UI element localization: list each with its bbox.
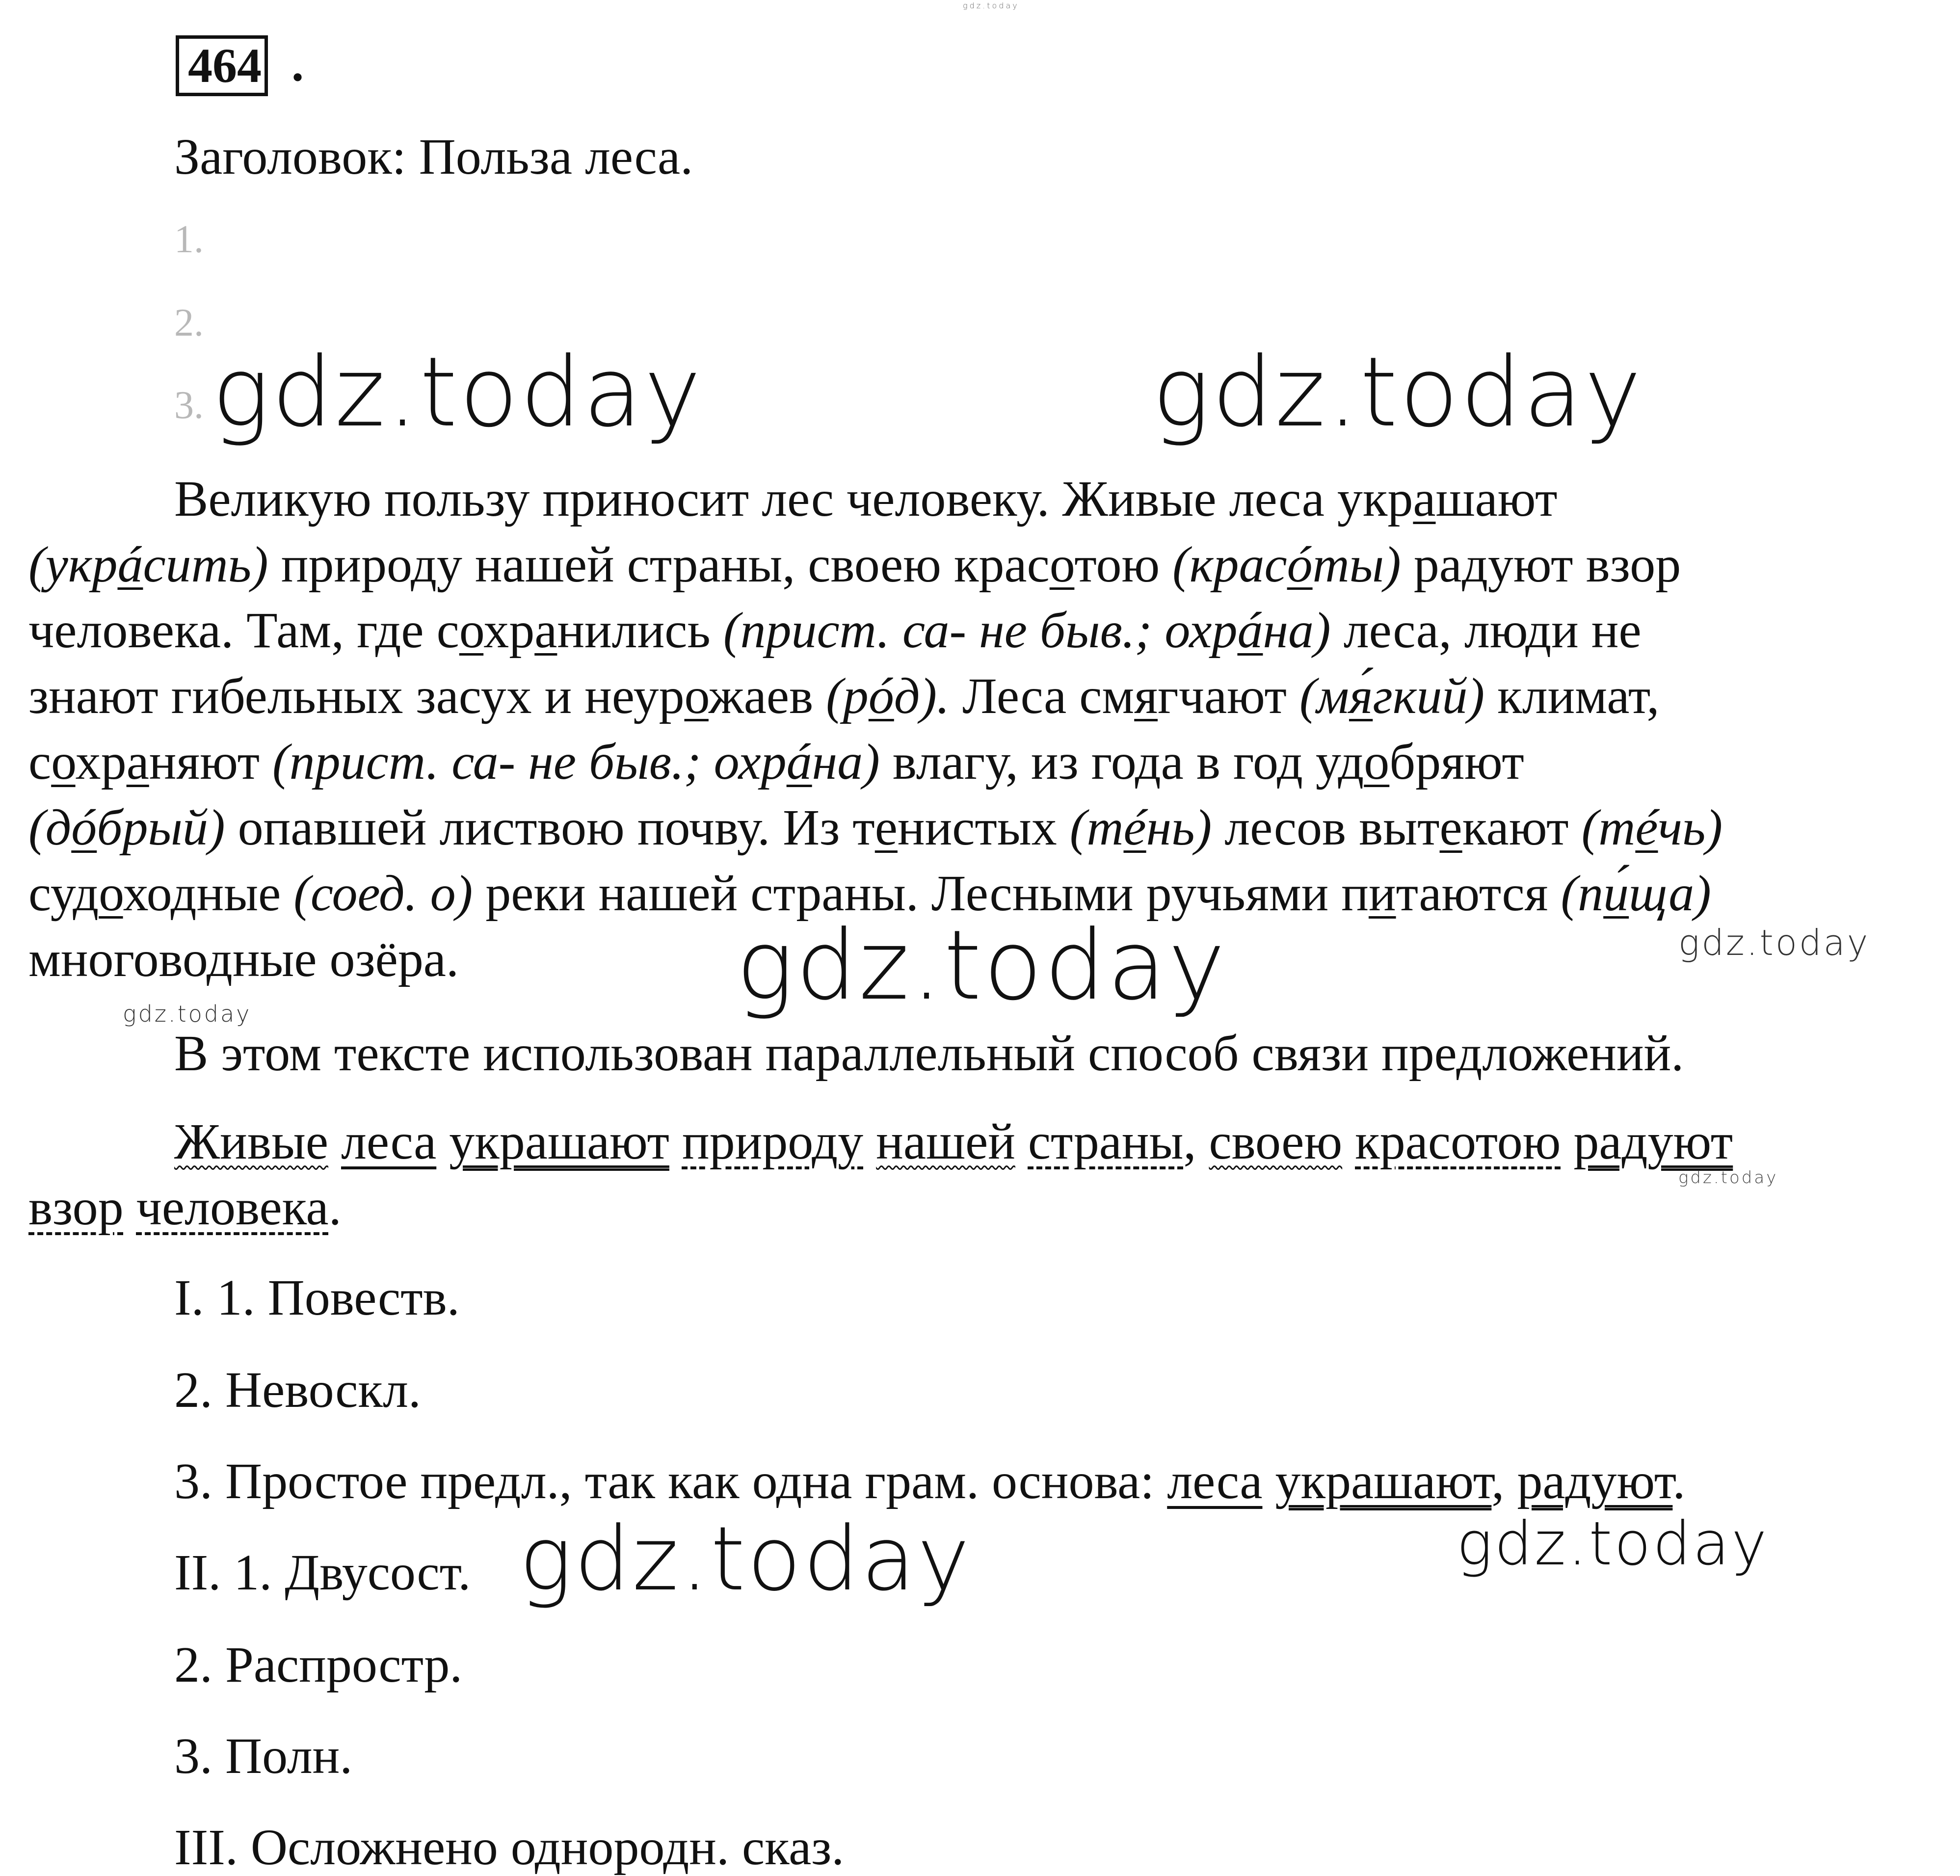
analysis-line-5: 2. Распростр. — [174, 1637, 463, 1693]
watermark-big: gdz.today — [1152, 337, 1643, 449]
exercise-number: 464 — [176, 35, 268, 96]
parsed-sentence-line-1: Живые леса украшают природу нашей страны, своею красотою радуют — [174, 1113, 1733, 1170]
word-predicate: украшают — [449, 1113, 669, 1170]
analysis-line-3: 3. Простое предл., так как одна грам. основа: леса украшают, радуют. — [174, 1453, 1686, 1509]
watermark-big: gdz.today — [212, 337, 703, 449]
text-line-6: (дóбрый) опавшей листвою почву. Из тенистых (тéнь) лесов вытекают (тéчь) — [28, 799, 1723, 856]
grammar-predicate: радуют — [1517, 1453, 1673, 1509]
text-line-2: (укрáсить) природу нашей страны, своею красотою (красóты) радуют взор — [28, 536, 1681, 593]
word-attribute: нашей — [876, 1113, 1015, 1170]
word-object: природу — [682, 1113, 864, 1170]
title-line: Заголовок: Польза леса. — [174, 129, 693, 185]
word-object: страны — [1028, 1113, 1184, 1170]
grammar-subject: леса — [1167, 1453, 1263, 1509]
analysis-line-1: I. 1. Повеств. — [174, 1269, 460, 1326]
watermark-medium: gdz.today — [1678, 922, 1870, 963]
text-line-4: знают гибельных засух и неурожаев (рóд). Леса смягчают (мя́гкий) климат, — [28, 668, 1660, 724]
parsed-sentence-line-2: взор человека. — [28, 1179, 342, 1236]
text-line-8: многоводные озёра. — [28, 931, 459, 987]
word-predicate: радуют — [1573, 1113, 1733, 1170]
watermark-medium: gdz.today — [1457, 1509, 1769, 1579]
word-subject: леса — [341, 1113, 437, 1170]
plan-item: 2. — [174, 301, 204, 344]
analysis-line-7: III. Осложнено однородн. сказ. — [174, 1819, 845, 1876]
plan-item: 3. — [174, 384, 204, 427]
text-line-1: Великую пользу приносит лес человеку. Живые леса украшают — [174, 471, 1558, 527]
watermark-big: gdz.today — [519, 1508, 972, 1611]
watermark-extra-small: gdz.today — [1678, 1168, 1778, 1188]
analysis-line-2: 2. Невоскл. — [174, 1362, 421, 1418]
watermark-small: gdz.today — [123, 1001, 252, 1027]
analysis-line-6: 3. Полн. — [174, 1728, 353, 1784]
plan-item: 1. — [174, 218, 204, 261]
watermark-tiny: gdz.today — [963, 1, 1019, 10]
word-object: человека — [136, 1179, 329, 1236]
word-object: красотою — [1355, 1113, 1561, 1170]
statement: В этом тексте использован параллельный способ связи предложений. — [174, 1025, 1684, 1082]
word-attribute: Живые — [174, 1113, 328, 1170]
word-object: взор — [28, 1179, 124, 1236]
text-line-3: человека. Там, где сохранились (прист. са- не быв.; охрáна) леса, люди не — [28, 602, 1642, 659]
text-line-7: судоходные (соед. о) реки нашей страны. Лесными ручьями питаются (пи́ща) — [28, 865, 1711, 922]
analysis-line-4: II. 1. Двусост. — [174, 1544, 471, 1601]
text-line-5: сохраняют (прист. са- не быв.; охрáна) влагу, из года в год удобряют — [28, 734, 1524, 790]
word-attribute: своею — [1209, 1113, 1343, 1170]
watermark-big: gdz.today — [736, 910, 1227, 1022]
exercise-number-dot: . — [291, 37, 304, 91]
grammar-predicate: украшают — [1275, 1453, 1492, 1509]
